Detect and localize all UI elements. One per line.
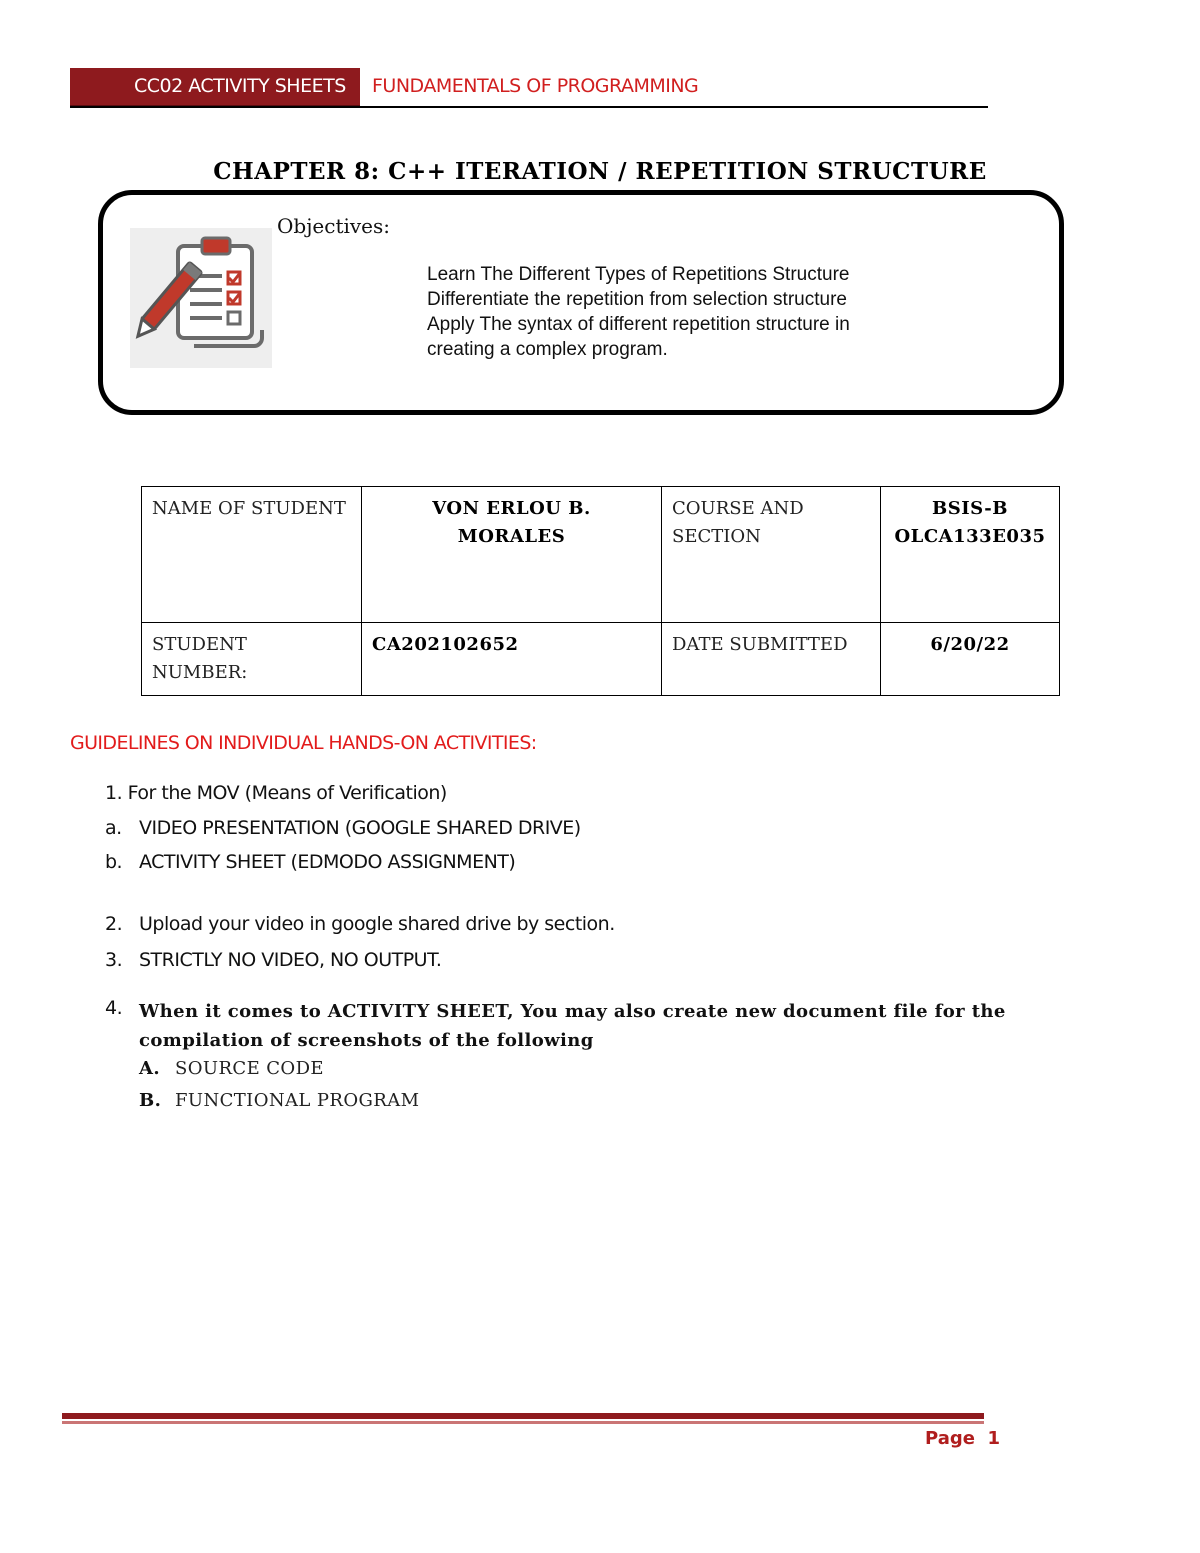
sub-item-text: SOURCE CODE: [175, 1058, 324, 1079]
name-label-cell: [142, 487, 362, 623]
page-number-value: 1: [987, 1428, 1001, 1449]
objective-item: Learn The Different Types of Repetitions Structure: [427, 264, 850, 285]
guideline-text: STRICTLY NO VIDEO, NO OUTPUT.: [139, 949, 442, 971]
page-label: Page: [925, 1428, 975, 1449]
objectives-list: [427, 262, 987, 362]
guideline-text-line2: compilation of screenshots of the following: [139, 1030, 594, 1051]
name-value-line1: VON ERLOU B.: [432, 498, 591, 519]
date-label-cell: [662, 623, 881, 696]
page-number: [925, 1428, 1000, 1449]
guideline-text: ACTIVITY SHEET (EDMODO ASSIGNMENT): [139, 851, 516, 873]
number-label-line1: STUDENT: [152, 634, 247, 655]
name-value-cell: [362, 487, 662, 623]
student-info-table: [141, 486, 1060, 696]
course-label-cell: [662, 487, 881, 623]
guideline-item-1b: [105, 851, 515, 873]
objective-item: Apply The syntax of different repetition structure in: [427, 314, 850, 335]
objective-item: creating a complex program.: [427, 339, 668, 360]
footer-rule: [62, 1413, 984, 1419]
number-value-cell: [362, 623, 662, 696]
list-marker: A.: [139, 1058, 161, 1079]
guideline-item-1a: [105, 817, 581, 839]
guideline-item-3: [105, 949, 441, 971]
date-value: 6/20/22: [930, 634, 1010, 655]
sub-item-a: [139, 1058, 324, 1079]
objective-item: Differentiate the repetition from selection structure: [427, 289, 847, 310]
course-value-line1: BSIS-B: [932, 498, 1008, 519]
name-label: NAME OF STUDENT: [152, 498, 346, 519]
list-marker: 4.: [105, 997, 123, 1019]
guideline-item-2: [105, 913, 615, 935]
student-number-value: CA202102652: [372, 634, 519, 655]
course-label-line1: COURSE AND: [672, 498, 804, 519]
list-marker: 2.: [105, 913, 123, 935]
header-course-title: FUNDAMENTALS OF PROGRAMMING: [372, 75, 699, 97]
guideline-text: VIDEO PRESENTATION (GOOGLE SHARED DRIVE): [139, 817, 581, 839]
list-marker: b.: [105, 851, 123, 873]
guideline-text: [139, 997, 1099, 1055]
date-label: DATE SUBMITTED: [672, 634, 848, 655]
date-value-cell: [881, 623, 1060, 696]
number-label-line2: NUMBER:: [152, 662, 248, 683]
guideline-text: Upload your video in google shared drive by section.: [139, 913, 615, 935]
clipboard-checklist-icon: [130, 228, 272, 368]
header-divider: [70, 106, 988, 108]
guideline-item-4: [105, 997, 1105, 1055]
course-value-cell: [881, 487, 1060, 623]
objectives-label: Objectives:: [277, 214, 394, 238]
sub-item-text: FUNCTIONAL PROGRAM: [175, 1090, 420, 1111]
name-value-line2: MORALES: [457, 526, 566, 547]
sub-item-b: [139, 1090, 419, 1111]
number-label-cell: [142, 623, 362, 696]
list-marker: 3.: [105, 949, 123, 971]
chapter-title: CHAPTER 8: C++ ITERATION / REPETITION STRUCTURE: [213, 158, 987, 185]
guideline-text-line1: When it comes to ACTIVITY SHEET, You may also create new document file for the: [139, 1001, 1006, 1022]
header-badge: CC02 ACTIVITY SHEETS: [70, 68, 360, 108]
footer-rule-thin: [62, 1421, 984, 1424]
guidelines-heading: GUIDELINES ON INDIVIDUAL HANDS-ON ACTIVITIES:: [70, 732, 537, 754]
list-marker: B.: [139, 1090, 162, 1111]
course-label-line2: SECTION: [672, 526, 761, 547]
guideline-item-1: 1. For the MOV (Means of Verification): [105, 782, 447, 804]
course-value-line2: OLCA133E035: [894, 526, 1046, 547]
list-marker: a.: [105, 817, 122, 839]
